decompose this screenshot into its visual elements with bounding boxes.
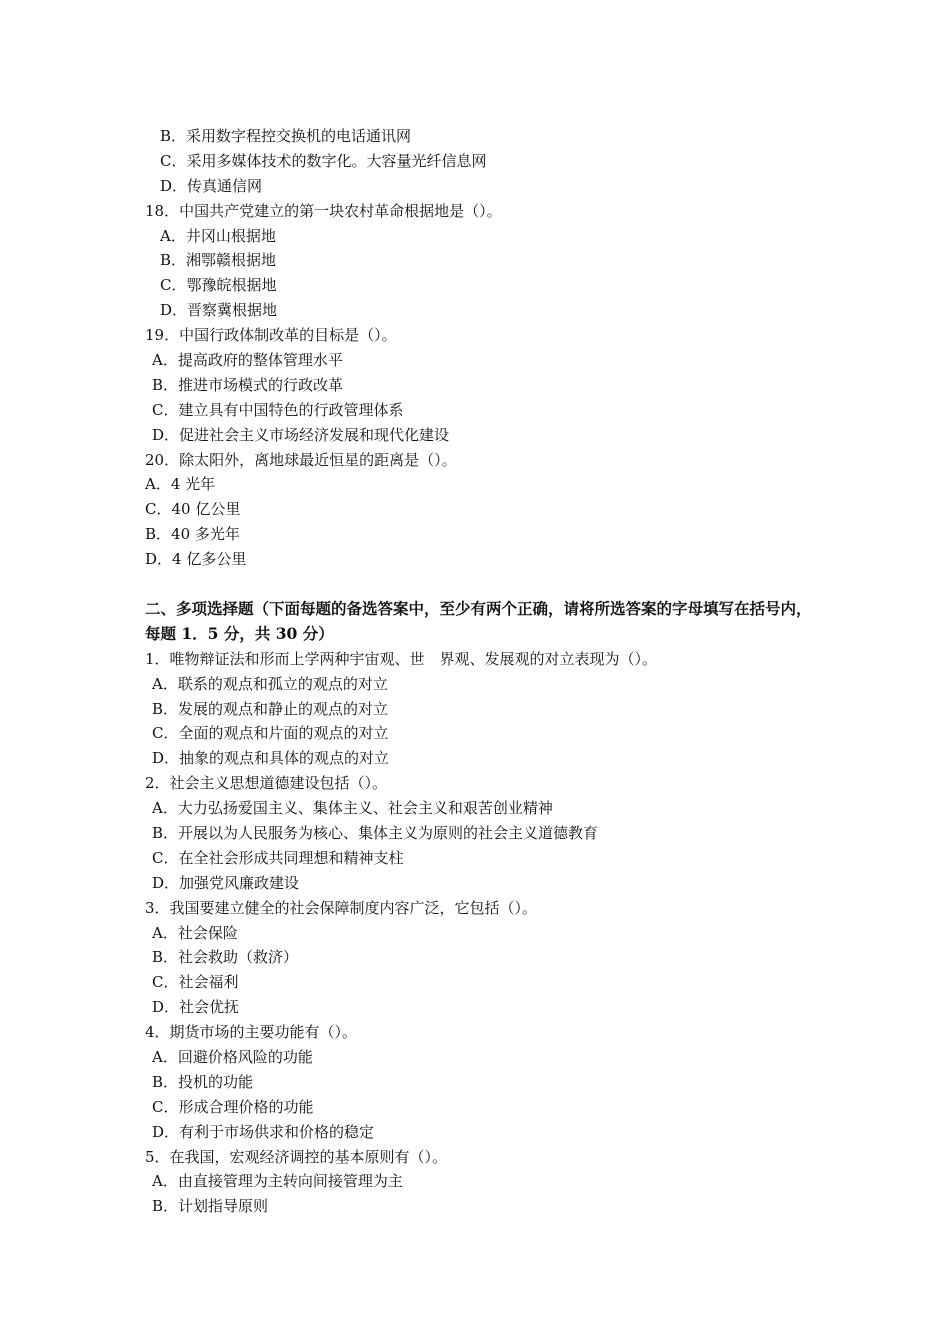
option-line: D．有利于市场供求和价格的稳定 xyxy=(152,1122,375,1141)
option-line: A．联系的观点和孤立的观点的对立 xyxy=(152,674,388,693)
question-20: 20．除太阳外，离地球最近恒星的距离是（）。 xyxy=(145,450,457,469)
option-line: D．传真通信网 xyxy=(160,176,263,195)
multi-question-2: 2．社会主义思想道德建设包括（）。 xyxy=(145,774,388,793)
option-line: C．全面的观点和片面的观点的对立 xyxy=(152,724,389,743)
option-line: B．发展的观点和静止的观点的对立 xyxy=(152,699,389,718)
option-line: C．形成合理价格的功能 xyxy=(152,1097,314,1116)
option-line: C．社会福利 xyxy=(152,973,239,992)
option-line: B．湘鄂赣根据地 xyxy=(160,251,277,270)
multi-question-1: 1．唯物辩证法和形而上学两种宇宙观、世 界观、发展观的对立表现为（）。 xyxy=(145,649,658,668)
option-line: D．促进社会主义市场经济发展和现代化建设 xyxy=(152,425,450,444)
option-line: A．社会保险 xyxy=(152,923,238,942)
option-line: A．4 光年 xyxy=(145,475,216,494)
document-body xyxy=(145,124,825,1219)
option-line: B．40 多光年 xyxy=(145,525,240,544)
section-title: 二、多项选择题（下面每题的备选答案中，至少有两个正确，请将所选答案的字母填写在括号内，每题 1．5 分，共 30 分） xyxy=(145,598,812,643)
option-line: D．社会优抚 xyxy=(152,998,240,1017)
option-line: D．加强党风廉政建设 xyxy=(152,873,300,892)
question-18: 18．中国共产党建立的第一块农村革命根据地是（）。 xyxy=(145,201,502,220)
option-line: A．井冈山根据地 xyxy=(160,226,276,245)
multi-question-4: 4．期货市场的主要功能有（）。 xyxy=(145,1023,358,1042)
option-line: C．建立具有中国特色的行政管理体系 xyxy=(152,400,404,419)
option-line: A．大力弘扬爱国主义、集体主义、社会主义和艰苦创业精神 xyxy=(152,799,553,818)
option-line: C．鄂豫皖根据地 xyxy=(160,276,277,295)
option-line: B．计划指导原则 xyxy=(152,1197,269,1216)
multi-question-5: 5．在我国，宏观经济调控的基本原则有（）。 xyxy=(145,1147,448,1166)
option-line: A．回避价格风险的功能 xyxy=(152,1047,313,1066)
section-gap xyxy=(145,572,825,597)
option-line: B．社会救助（救济） xyxy=(152,948,299,967)
option-line: B．推进市场模式的行政改革 xyxy=(152,375,344,394)
option-line: B．开展以为人民服务为核心、集体主义为原则的社会主义道德教育 xyxy=(152,823,599,842)
question-19: 19．中国行政体制改革的目标是（）。 xyxy=(145,326,397,345)
multi-question-3: 3．我国要建立健全的社会保障制度内容广泛，它包括（）。 xyxy=(145,898,538,917)
option-line: B．投机的功能 xyxy=(152,1072,254,1091)
option-line: C．在全社会形成共同理想和精神支柱 xyxy=(152,848,404,867)
option-line: D．抽象的观点和具体的观点的对立 xyxy=(152,749,390,768)
option-line: C．40 亿公里 xyxy=(145,500,241,519)
option-line: D．4 亿多公里 xyxy=(145,550,247,569)
option-line: A．由直接管理为主转向间接管理为主 xyxy=(152,1172,403,1191)
option-line: B．采用数字程控交换机的电话通讯网 xyxy=(160,127,412,145)
option-line: D．晋察冀根据地 xyxy=(160,301,278,320)
option-line: A．提高政府的整体管理水平 xyxy=(152,351,343,370)
option-line: C．采用多媒体技术的数字化。大容量光纤信息网 xyxy=(160,151,487,170)
